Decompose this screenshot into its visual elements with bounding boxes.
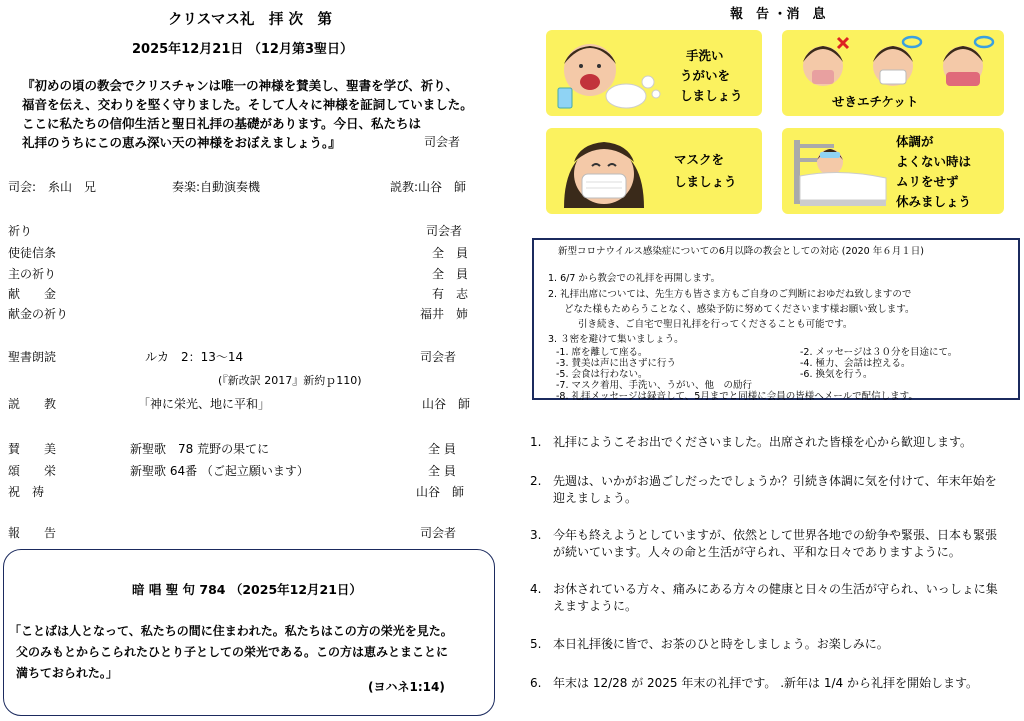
verse-title: 暗 唱 聖 句 784 （2025年12月21日） <box>132 582 362 597</box>
announcement-number: 4. <box>530 582 542 596</box>
order-detail: 新聖歌 78 荒野の果てに <box>130 442 270 456</box>
order-item: 聖書朗読 <box>8 350 57 364</box>
order-person: 有 志 <box>432 287 469 301</box>
announcement-text: 本日礼拝後に皆で、お茶のひと時をしましょう。お楽しみに。 <box>553 637 889 651</box>
card-rest-when-sick <box>782 128 1004 214</box>
covid-rule: -2. メッセージは３０分を目途にて。 <box>800 347 958 358</box>
announcement-text: 先週は、いかがお過ごしだったでしょうか？引続き体調に気を付けて、年末年始を迎えましょう。 <box>553 474 997 505</box>
covid-rule: -8. 礼拝メッセージは録音して、5月までと同様に会員の皆様へメールで配信します。 <box>556 391 918 402</box>
covid-item: 3. ３密を避けて集いましょう。 <box>548 334 684 345</box>
announcement-number: 6. <box>530 676 542 690</box>
order-person: 山谷 師 <box>416 485 465 499</box>
order-item: 祝 祷 <box>8 485 45 499</box>
announcement-number: 2. <box>530 474 542 488</box>
card-mask <box>546 128 762 214</box>
card-caption: マスクを <box>674 152 725 167</box>
announcement-text: 礼拝にようこそお出でくださいました。出席された皆様を心から歓迎します。 <box>553 435 973 449</box>
card-caption: ムリをせず <box>896 174 959 189</box>
covid-title: 新型コロナウイルス感染症についての6月以降の教会としての対応 (2020 年６月１日) <box>558 246 924 257</box>
order-person: 全 員 <box>432 267 469 281</box>
order-person: 司会者 <box>426 224 463 238</box>
announcements-title: 報 告 ・消 息 <box>730 7 826 22</box>
order-item: 主の祈り <box>8 267 57 281</box>
announcement-item <box>530 636 1000 653</box>
covid-rule: -7. マスク着用、手洗い、うがい、他 の励行 <box>556 380 753 391</box>
memory-verse-box <box>3 549 495 716</box>
announcement-item <box>530 675 1000 692</box>
card-caption: 手洗い <box>686 48 724 63</box>
order-item: 説 教 <box>8 397 57 411</box>
staff-music: 奏楽:自動演奏機 <box>172 180 261 194</box>
card-caption: しましょう <box>680 88 743 103</box>
order-item: 祈り <box>8 224 33 238</box>
intro-line: ここに私たちの信仰生活と聖日礼拝の基礎があります。今日、私たちは <box>22 116 422 131</box>
announcement-text: 年末は 12/28 が 2025 年末の礼拝です。 .新年は 1/4 から礼拝を開始します。 <box>553 676 979 690</box>
verse-line: 「ことばは人となって、私たちの間に住まわれた。私たちはこの方の栄光を見た。 <box>9 624 453 638</box>
covid-item: 2. 礼拝出席については、先生方も皆さま方もご自身のご判断におゆだね致しますので <box>548 289 912 300</box>
staff-host: 司会: 糸山 兄 <box>8 180 97 194</box>
card-caption: よくない時は <box>896 154 972 169</box>
card-caption: 体調が <box>896 134 934 149</box>
handwashing-icon <box>550 34 670 114</box>
order-detail: (『新改訳 2017』新約ｐ110) <box>218 374 362 387</box>
card-caption: しましょう <box>674 174 737 189</box>
order-person: 全 員 <box>428 442 456 456</box>
order-detail: 新聖歌 64番 （ご起立願います） <box>130 464 309 478</box>
announcement-number: 5. <box>530 637 542 651</box>
covid-rule: -6. 換気を行う。 <box>800 369 873 380</box>
intro-line: 『初めの頃の教会でクリスチャンは唯一の神様を賛美し、聖書を学び、祈り、 <box>22 78 459 93</box>
verse-line: 満ちておられた。」 <box>16 666 118 680</box>
intro-line: 礼拝のうちにこの恵み深い天の神様をおぼえましょう。』 <box>22 135 341 150</box>
order-person: 福井 姉 <box>420 307 469 321</box>
announcement-text: お休されている方々、痛みにある方々の健康と日々の生活が守られ、いっしょに集えますように。 <box>553 582 998 613</box>
mask-icon <box>556 132 656 212</box>
sick-in-bed-icon <box>790 134 890 210</box>
card-cough-etiquette <box>782 30 1004 116</box>
cough-etiquette-icon <box>788 34 998 90</box>
announcement-text: 今年も終えようとしていますが、依然として世界各地での紛争や緊張、日本も緊張が続いています。人々の命と生活が守られ、平和な日々でありますように。 <box>553 528 998 559</box>
covid-notice-box <box>532 238 1020 400</box>
announcement-item <box>530 434 1000 451</box>
announcement-item <box>530 581 1000 615</box>
covid-item: どなた様もためらうことなく、感染予防に努めてくださいます様お願い致します。 <box>564 304 915 315</box>
order-person: 司会者 <box>420 350 457 364</box>
verse-line: 父のみもとからこられたひとり子としての栄光である。この方は恵みとまことに <box>16 645 449 659</box>
intro-role: 司会者 <box>424 135 461 149</box>
covid-item: 引き続き、ご自宅で聖日礼拝を行ってくださることも可能です。 <box>578 319 853 330</box>
card-handwashing <box>546 30 762 116</box>
order-person: 全 員 <box>432 246 469 260</box>
announcement-number: 1. <box>530 435 542 449</box>
order-detail: ルカ 2：13～14 <box>145 350 244 364</box>
order-person: 司会者 <box>420 526 457 540</box>
order-person: 山谷 師 <box>422 397 471 411</box>
order-detail: 「神に栄光、地に平和」 <box>138 397 271 411</box>
intro-paragraph <box>22 76 472 152</box>
card-caption: 休みましょう <box>896 194 972 209</box>
covid-rule: -1. 席を離して座る。 <box>556 347 648 358</box>
covid-item: 1. 6/7 から教会での礼拝を再開します。 <box>548 273 721 284</box>
order-item: 賛 美 <box>8 442 57 456</box>
card-caption: うがいを <box>680 68 731 83</box>
covid-rule: -4. 極力、会話は控える。 <box>800 358 911 369</box>
covid-rule: -5. 会食は行わない。 <box>556 369 648 380</box>
order-person: 全 員 <box>428 464 456 478</box>
program-title: クリスマス礼 拝 次 第 <box>168 12 332 28</box>
order-item: 報 告 <box>8 526 57 540</box>
verse-reference: (ヨハネ1:14) <box>368 680 445 694</box>
staff-sermon: 説教:山谷 師 <box>390 180 467 194</box>
service-date: 2025年12月21日 （12月第3聖日） <box>132 42 354 57</box>
announcement-number: 3. <box>530 528 542 542</box>
card-caption: せきエチケット <box>832 94 919 109</box>
intro-line: 福音を伝え、交わりを堅く守りました。そして人々に神様を証詞していました。 <box>22 97 473 112</box>
announcement-item <box>530 527 1000 561</box>
covid-rule: -3. 賛美は声に出さずに行う <box>556 358 677 369</box>
announcement-item <box>530 473 1000 507</box>
order-item: 献 金 <box>8 287 57 301</box>
order-item: 使徒信条 <box>8 246 57 260</box>
order-item: 頌 栄 <box>8 464 57 478</box>
order-item: 献金の祈り <box>8 307 69 321</box>
